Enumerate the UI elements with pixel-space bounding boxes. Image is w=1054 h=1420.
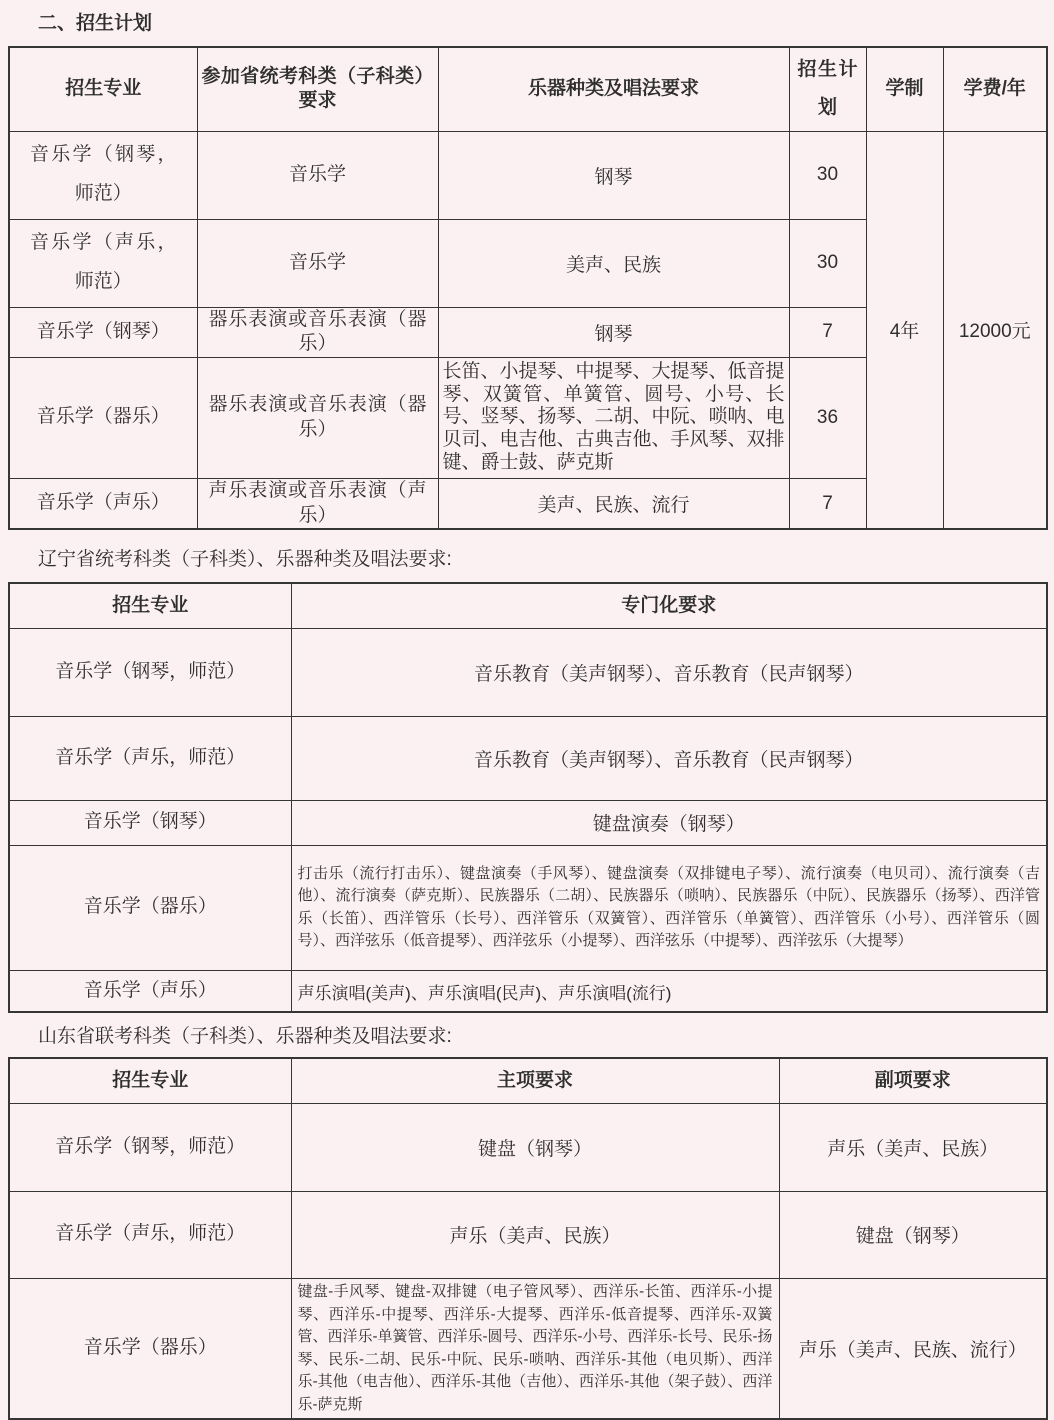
major-cell: 音乐学（钢琴） <box>9 307 197 357</box>
major-cell: 音乐学（声乐） <box>9 970 291 1012</box>
major-cell: 音乐学（声乐，师范） <box>9 716 291 800</box>
secondary-requirement-cell: 声乐（美声、民族、流行） <box>779 1278 1047 1419</box>
exam-category-cell: 器乐表演或音乐表演（器乐） <box>197 307 438 357</box>
enrollment-plan-table <box>8 46 1048 530</box>
major-cell: 音乐学（钢琴） <box>9 800 291 845</box>
table-header-row <box>9 583 1047 628</box>
header-major: 招生专业 <box>9 583 291 628</box>
plan-count-cell: 7 <box>789 307 866 357</box>
plan-count-cell: 30 <box>789 219 866 307</box>
liaoning-requirements-intro: 辽宁省统考科类（子科类）、乐器种类及唱法要求: <box>38 549 452 571</box>
header-instrument-requirement: 乐器种类及唱法要求 <box>438 47 789 131</box>
table-row <box>9 131 1047 219</box>
instrument-cell: 美声、民族 <box>438 219 789 307</box>
plan-count-cell: 7 <box>789 478 866 529</box>
secondary-requirement-cell: 键盘（钢琴） <box>779 1191 1047 1278</box>
table-header-row <box>9 47 1047 131</box>
header-secondary-requirement: 副项要求 <box>779 1058 1047 1103</box>
table-row <box>9 1103 1047 1191</box>
header-duration: 学制 <box>866 47 943 131</box>
table-row <box>9 628 1047 716</box>
major-cell: 音乐学（钢琴，师范） <box>9 131 197 219</box>
major-cell: 音乐学（器乐） <box>9 357 197 478</box>
page-title: 二、招生计划 <box>38 13 153 34</box>
table-row <box>9 716 1047 800</box>
header-exam-category: 参加省统考科类（子科类）要求 <box>197 47 438 131</box>
header-primary-requirement: 主项要求 <box>291 1058 779 1103</box>
major-cell: 音乐学（器乐） <box>9 1278 291 1419</box>
exam-category-cell: 音乐学 <box>197 131 438 219</box>
table-header-row <box>9 1058 1047 1103</box>
instrument-cell: 钢琴 <box>438 131 789 219</box>
table-row <box>9 800 1047 845</box>
specialization-cell: 声乐演唱(美声)、声乐演唱(民声)、声乐演唱(流行) <box>291 970 1047 1012</box>
table-row <box>9 1278 1047 1419</box>
specialization-cell: 音乐教育（美声钢琴）、音乐教育（民声钢琴） <box>291 716 1047 800</box>
major-cell: 音乐学（声乐，师范） <box>9 1191 291 1278</box>
header-major: 招生专业 <box>9 1058 291 1103</box>
exam-category-cell: 音乐学 <box>197 219 438 307</box>
table-row <box>9 845 1047 970</box>
table-row <box>9 970 1047 1012</box>
secondary-requirement-cell: 声乐（美声、民族） <box>779 1103 1047 1191</box>
plan-count-cell: 30 <box>789 131 866 219</box>
header-major: 招生专业 <box>9 47 197 131</box>
major-cell: 音乐学（声乐，师范） <box>9 219 197 307</box>
exam-category-cell: 声乐表演或音乐表演（声乐） <box>197 478 438 529</box>
tuition-cell: 12000元 <box>943 131 1047 529</box>
instrument-cell: 钢琴 <box>438 307 789 357</box>
header-specialization: 专门化要求 <box>291 583 1047 628</box>
specialization-cell: 键盘演奏（钢琴） <box>291 800 1047 845</box>
shandong-requirements-table <box>8 1057 1048 1420</box>
header-tuition: 学费/年 <box>943 47 1047 131</box>
instrument-list-cell: 长笛、小提琴、中提琴、大提琴、低音提琴、双簧管、单簧管、圆号、小号、长号、竖琴、扬琴、二胡、中阮、唢呐、电贝司、电吉他、古典吉他、手风琴、双排键、爵士鼓、萨克斯 <box>438 357 789 478</box>
table-row <box>9 1191 1047 1278</box>
duration-cell: 4年 <box>866 131 943 529</box>
major-cell: 音乐学（声乐） <box>9 478 197 529</box>
primary-requirement-list-cell: 键盘-手风琴、键盘-双排键（电子管风琴）、西洋乐-长笛、西洋乐-小提琴、西洋乐-中提琴、西洋乐-大提琴、西洋乐-低音提琴、西洋乐-双簧管、西洋乐-单簧管、西洋乐-圆号、西洋乐-小号、西洋乐-长号、民乐-扬琴、民乐-二胡、民乐-中阮、民乐-唢呐、西洋乐-其他（电贝斯）、西洋乐-其他（电吉他）、西洋乐-其他（吉他）、西洋乐-其他（架子鼓）、西洋乐-萨克斯 <box>291 1278 779 1419</box>
specialization-list-cell: 打击乐（流行打击乐）、键盘演奏（手风琴）、键盘演奏（双排键电子琴）、流行演奏（电贝司）、流行演奏（吉他）、流行演奏（萨克斯）、民族器乐（二胡）、民族器乐（唢呐）、民族器乐（中阮）、民族器乐（扬琴）、西洋管乐（长笛）、西洋管乐（长号）、西洋管乐（双簧管）、西洋管乐（单簧管）、西洋管乐（小号）、西洋管乐（圆号）、西洋弦乐（低音提琴）、西洋弦乐（小提琴）、西洋弦乐（中提琴）、西洋弦乐（大提琴） <box>291 845 1047 970</box>
specialization-cell: 音乐教育（美声钢琴）、音乐教育（民声钢琴） <box>291 628 1047 716</box>
header-plan-count: 招生计划 <box>789 47 866 131</box>
primary-requirement-cell: 声乐（美声、民族） <box>291 1191 779 1278</box>
liaoning-requirements-table <box>8 582 1048 1013</box>
shandong-requirements-intro: 山东省联考科类（子科类）、乐器种类及唱法要求: <box>38 1026 452 1048</box>
major-cell: 音乐学（钢琴，师范） <box>9 628 291 716</box>
instrument-cell: 美声、民族、流行 <box>438 478 789 529</box>
primary-requirement-cell: 键盘（钢琴） <box>291 1103 779 1191</box>
major-cell: 音乐学（钢琴，师范） <box>9 1103 291 1191</box>
major-cell: 音乐学（器乐） <box>9 845 291 970</box>
plan-count-cell: 36 <box>789 357 866 478</box>
exam-category-cell: 器乐表演或音乐表演（器乐） <box>197 357 438 478</box>
